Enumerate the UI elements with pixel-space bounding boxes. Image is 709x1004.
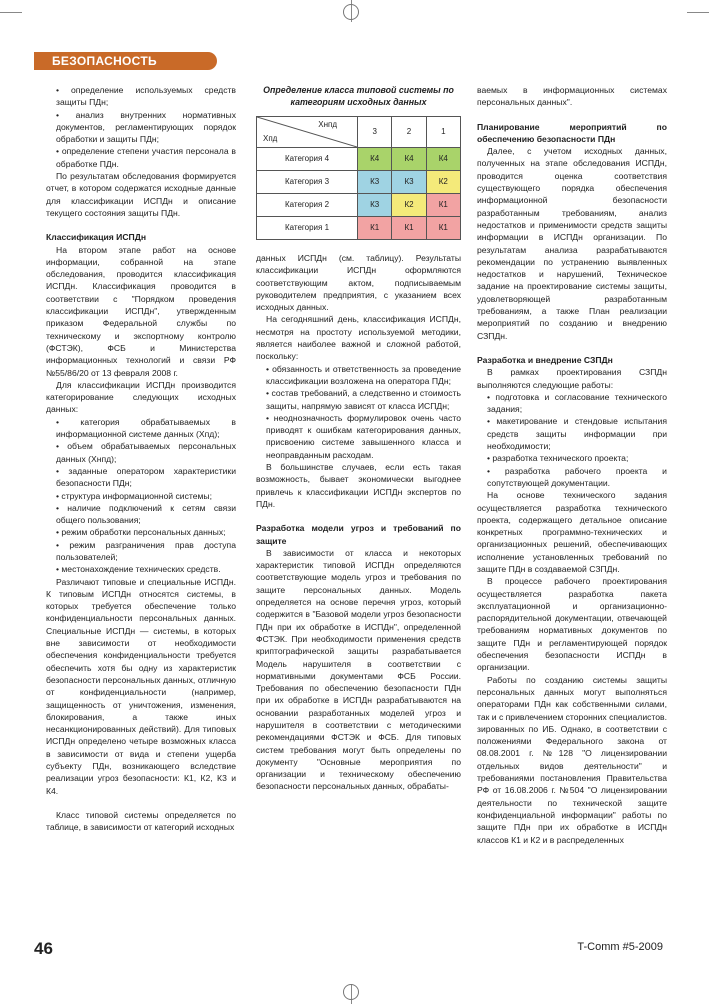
column-header: 3	[358, 117, 392, 148]
table-title: Определение класса типовой системы по категориям исходных данных	[263, 85, 454, 107]
list-item: • местонахождение технических средств.	[56, 564, 221, 575]
paragraph: • анализ внутренних нормативных документов, регламентирующих порядок обработки и защиты ПДн;	[56, 109, 236, 145]
page-number: 46	[34, 939, 53, 958]
list-item: • обязанность и ответственность за проведение классификации возложена на оператора ПДн;	[266, 363, 461, 386]
registration-mark-bottom	[343, 984, 359, 1000]
column-1	[46, 84, 236, 834]
table-cell: К1	[392, 217, 426, 240]
list-item: • режим разграничения прав доступа пользователей;	[56, 539, 236, 562]
list-item: • состав требований, а следственно и стоимость защиты, напрямую зависят от класса ИСПДн;	[266, 388, 461, 411]
paragraph: На основе технического задания осуществляется разработка технического проекта, содержащего детальное описание конкретных программно-технических и организационных решений, обеспечивающих исполнение установленных требований по защите ПДн в создаваемой СЗПДн.	[477, 490, 667, 574]
paragraph: По результатам обследования формируется отчет, в котором содержатся исходные данные для классификации ИСПДн и описание текущего состояния защиты ПДн.	[46, 171, 236, 218]
list-item: • объем обрабатываемых персональных данных (Хнпд);	[56, 441, 236, 464]
list-item: • подготовка и согласование технического задания;	[487, 391, 667, 415]
table-cell: К1	[426, 194, 460, 217]
paragraph: На втором этапе работ на основе информации, собранной на этапе обследования, проводится классификация ИСПДн. Классификация проводится в соответствии с "Порядком проведения классификации ИСПДн", утвержденным приказом Федеральной службы по техническому и экспортному контролю (ФСТЭК), ФСБ и Министерства информационных технологий и связи РФ №55/86/20 от 13 февраля 2008 г.	[46, 244, 236, 378]
table-row	[257, 217, 461, 240]
section-heading: Разработка и внедрение СЗПДн	[477, 354, 613, 365]
corner-bottom-label: Хпд	[263, 133, 278, 143]
paragraph: Различают типовые и специальные ИСПДн. К типовым ИСПДн относятся системы, в которых требуется обеспечение только конфиденциальности персональных данных. Специальные ИСПДн — системы, в которых вне зависимости от необходимости обеспечения конфиденциальности требуется обеспечить хотя бы одну из характеристик безопасности персональных данных, отличную от конфиденциальности (например, защищенность от уничтожения, изменения, блокирования, а также иных несанкционированных действий). Для типовых ИСПДн определено четыре возможных класса в зависимости от вида и степени ущерба субъекту ПДн, возникающего вследствие реализации угроз безопасности: К1, К2, К3 и К4.	[46, 576, 236, 796]
table-cell: К2	[392, 194, 426, 217]
list-item: • режим обработки персональных данных;	[56, 527, 226, 538]
table-corner-cell	[257, 117, 358, 148]
paragraph: • определение степени участия персонала в обработке ПДн.	[56, 146, 236, 169]
paragraph: • определение используемых средств защиты ПДн;	[56, 85, 236, 108]
table-cell: К4	[426, 148, 460, 171]
corner-top-label: Хнпд	[318, 120, 337, 129]
class-table	[256, 116, 461, 240]
paragraph: данных ИСПДн (см. таблицу). Результаты классификации ИСПДн оформляются соответствующим актом, подписываемым руководителем предприятия, с указанием всех исходных данных.	[256, 253, 461, 313]
list-item: • разработка технического проекта;	[487, 453, 629, 464]
row-header: Категория 1	[257, 217, 358, 240]
list-item: • структура информационной системы;	[56, 490, 212, 501]
paragraph: Далее, с учетом исходных данных, полученных на этапе обследования ИСПДн, проводится оценка соответствия существующего порядка обеспечения информационной безопасности разработанным требованиям, анализ недостатков и применимости средств защиты информации в ИСПДн организации. По результатам анализа разрабатываются рекомендации по устранению выявленных недостатков и нарушений, Техническое задание на проектирование системы защиты, удовлетворяющей разработанным требованиям, а также План реализации мероприятий по созданию и внедрению СЗПДн.	[477, 146, 667, 341]
journal-issue: T-Comm #5-2009	[577, 941, 663, 953]
table-cell: К3	[358, 194, 392, 217]
section-heading: Планирование мероприятий по обеспечению безопасности ПДн	[477, 121, 667, 144]
list-item: • макетирование и стендовые испытания средств защиты информации при необходимости;	[487, 416, 667, 452]
column-3	[477, 84, 667, 846]
table-row	[257, 194, 461, 217]
table-cell: К4	[358, 148, 392, 171]
paragraph: Класс типовой системы определяется по таблице, в зависимости от категорий исходных	[46, 809, 236, 833]
paragraph: В зависимости от класса и некоторых характеристик типовой ИСПДн определяются соответствующие модель угроз и требования по защите персональных данных. Модель определяется на основе перечня угроз, который содержится в "Базовой модели угроз безопасности ПДн при их обработке в ИСПДн", определенной ФСТЭК. При необходимости применения средств криптографической защиты разрабатывается Модель нарушителя в соответствии с нормативными документами ФСБ России. Требования по обеспечению безопасности ПДн при их обработке в ИСПДн разрабатываются на основании разработанных моделей угроз и нарушителя в соответствии с методическими рекомендациями ФСТЭК и ФСБ. Для типовых систем требования могут быть определены по документу "Основные мероприятия по организации и техническому обеспечению безопасности персональных данных, обрабаты-	[256, 547, 461, 792]
table-cell: К1	[358, 217, 392, 240]
paragraph: В рамках проектирования СЗПДн выполняются следующие работы:	[477, 367, 667, 390]
crop-mark-top-right	[687, 12, 709, 13]
table-cell: К1	[426, 217, 460, 240]
crop-mark-top-left	[0, 12, 22, 13]
paragraph: Работы по созданию системы защиты персональных данных могут выполняться операторами ПДн как собственными силами, так и с привлечением сторонних специалистов. зированных по ИБ. Однако, в соответствии с положениями Федерального закона от 08.08.2001 г. №128 "О лицензировании отдельных видов деятельности" и требованиями постановления Правительства РФ от 16.08.2006 г. №504 "О лицензировании деятельности по технической защите конфиденциальной информации" работы по защите ПДн при их обработке в ИСПДн классов К1 и К2 и в распределенных	[477, 674, 667, 845]
paragraph: Для классификации ИСПДн производится категорирование следующих исходных данных:	[46, 379, 236, 415]
section-title: БЕЗОПАСНОСТЬ	[52, 54, 157, 68]
column-header: 1	[426, 117, 460, 148]
table-row	[257, 148, 461, 171]
section-heading: Классификация ИСПДн	[46, 232, 147, 243]
table-header-row	[257, 117, 461, 148]
section-tag	[34, 52, 217, 70]
list-item: • неоднозначность формулировок очень часто приводят к ошибкам категорирования данных, присвоению системе завышенного класса и неоправданным расходам.	[266, 412, 461, 460]
paragraph: В процессе рабочего проектирования осуществляется разработка пакета эксплуатационной и организационно-распорядительной документации, отвечающей требованиям нормативных документов по защите ПДн и регламентирующей порядок обеспечения безопасности ИСПДн в организации.	[477, 576, 667, 673]
registration-mark-top	[343, 4, 359, 20]
paragraph: На сегодняшний день, классификация ИСПДн, несмотря на простоту используемой методики, является наиболее важной и сложной работой, поскольку:	[256, 314, 461, 362]
table-cell: К2	[426, 171, 460, 194]
column-2	[256, 84, 461, 793]
paragraph: ваемых в информационных системах персональных данных".	[477, 85, 667, 108]
row-header: Категория 2	[257, 194, 358, 217]
table-cell: К4	[392, 148, 426, 171]
list-item: • заданные оператором характеристики безопасности ПДн;	[56, 465, 236, 489]
column-header: 2	[392, 117, 426, 148]
list-item: • наличие подключений к сетям связи общего пользования;	[56, 502, 236, 526]
list-item: • разработка рабочего проекта и сопутствующей документации.	[487, 465, 667, 488]
row-header: Категория 3	[257, 171, 358, 194]
section-heading: Разработка модели угроз и требований по защите	[256, 523, 461, 546]
paragraph: В большинстве случаев, если есть такая возможность, бывает экономически выгоднее привлечь к классификации ИСПДн экспертов по ПДн.	[256, 462, 461, 509]
table-cell: К3	[358, 171, 392, 194]
table-row	[257, 171, 461, 194]
list-item: • категория обрабатываемых в информационной системе данных (Хпд);	[56, 416, 236, 440]
row-header: Категория 4	[257, 148, 358, 171]
table-cell: К3	[392, 171, 426, 194]
